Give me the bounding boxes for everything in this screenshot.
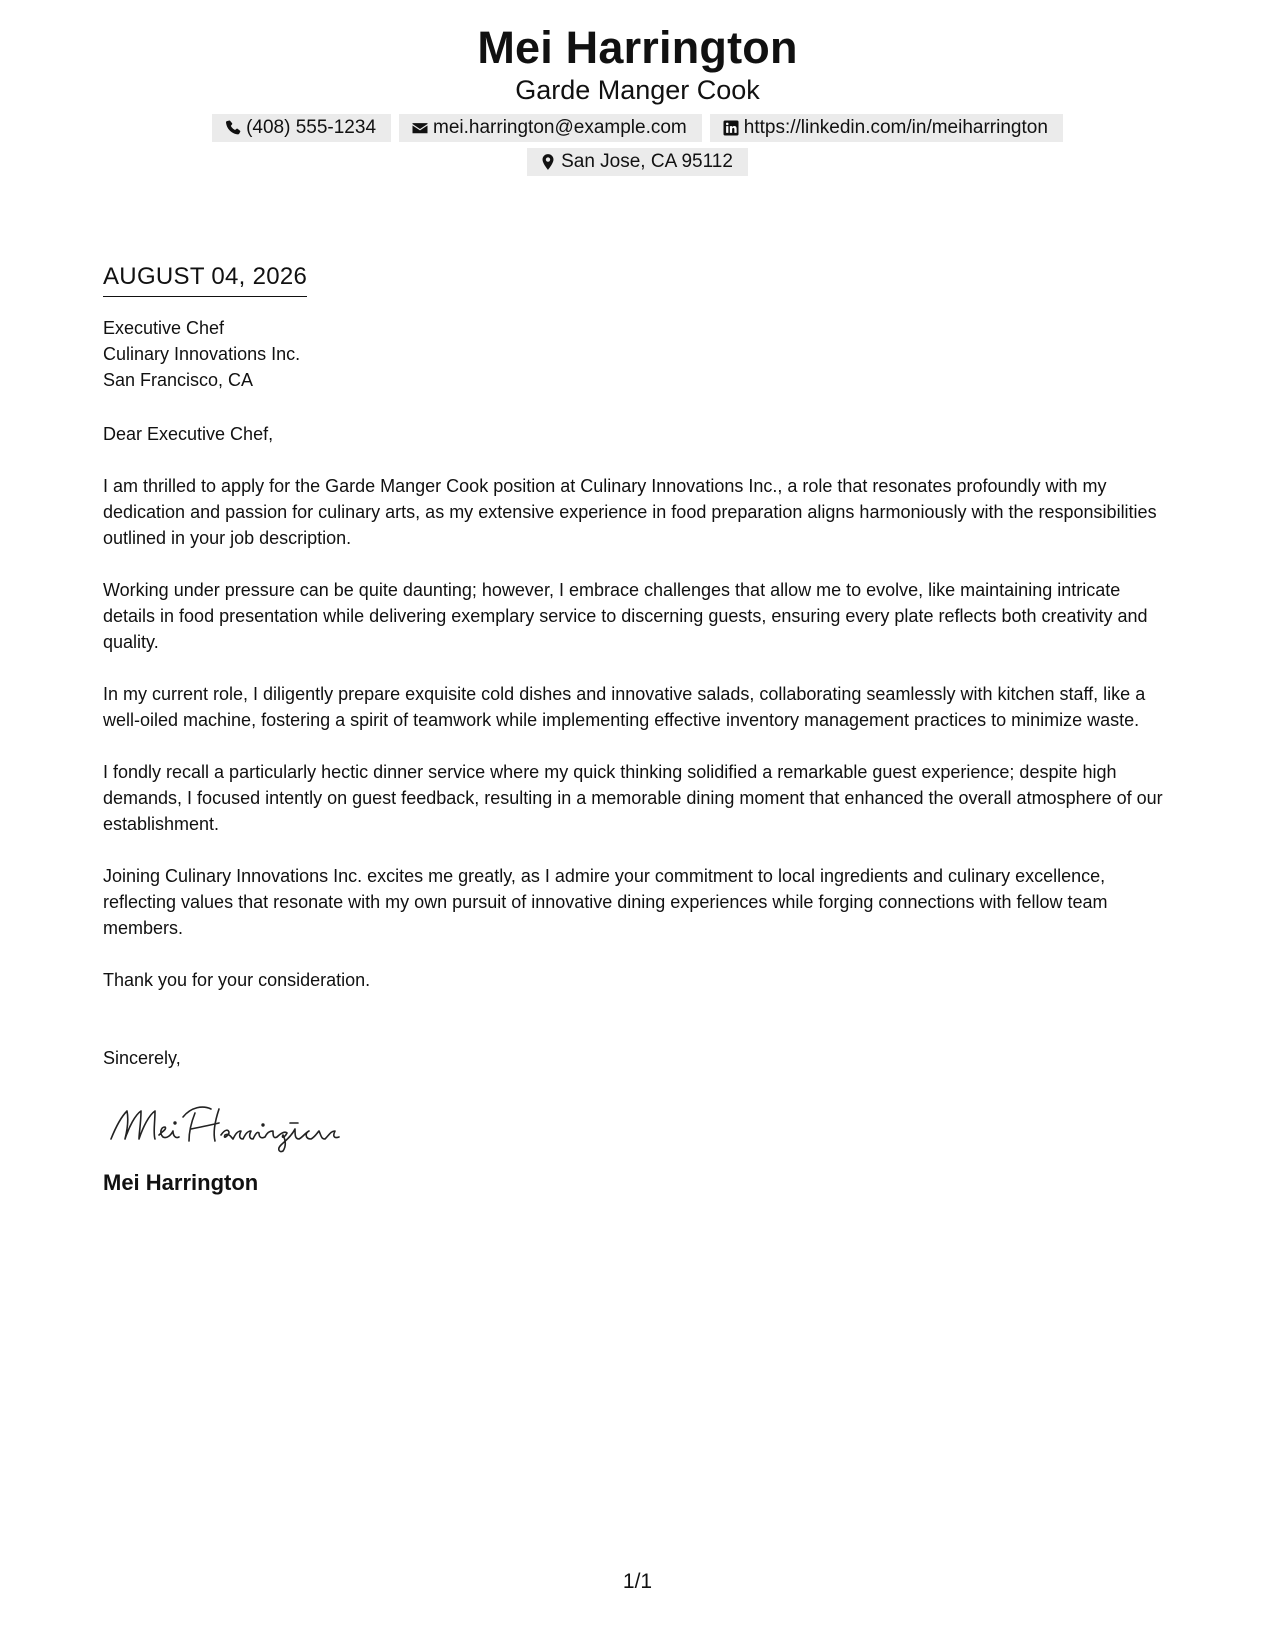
body-paragraph: I am thrilled to apply for the Garde Manger Cook position at Culinary Innovations Inc., a role that resonates profoundly with my dedication and passion for culinary arts, as my extensive experience in food preparation aligns harmoniously with the responsibilities outlined in your job description.	[103, 476, 1157, 548]
envelope-icon	[411, 119, 429, 137]
letter-header	[0, 22, 1275, 176]
applicant-name: Mei Harrington	[477, 22, 798, 73]
contact-email	[399, 114, 702, 142]
phone-icon	[224, 119, 242, 137]
body-paragraph: Joining Culinary Innovations Inc. excites me greatly, as I admire your commitment to local ingredients and culinary excellence, reflecting values that resonate with my own pursuit of innovative dining experiences while forging connections with fellow team members.	[103, 866, 1108, 938]
body-paragraph: Working under pressure can be quite daunting; however, I embrace challenges that allow me to evolve, like maintaining intricate details in food presentation while delivering exemplary service to discerning guests, ensuring every plate reflects both creativity and quality.	[103, 580, 1148, 652]
contact-location	[527, 148, 748, 176]
body-paragraph: I fondly recall a particularly hectic dinner service where my quick thinking solidified a remarkable guest experience; despite high demands, I focused intently on guest feedback, resulting in a memorable dining moment that enhanced the overall atmosphere of our establishment.	[103, 762, 1163, 834]
signer-name: Mei Harrington	[103, 1170, 259, 1195]
contact-row	[0, 148, 1275, 176]
email-address: mei.harrington@example.com	[433, 117, 687, 138]
contact-row	[0, 114, 1275, 142]
handwritten-signature	[107, 1099, 1173, 1155]
map-pin-icon	[539, 153, 557, 171]
salutation: Dear Executive Chef,	[103, 424, 274, 444]
recipient-company: Culinary Innovations Inc.	[103, 344, 301, 364]
recipient-block	[103, 315, 1173, 393]
phone-number: (408) 555-1234	[246, 117, 377, 138]
letter-body	[103, 262, 1173, 1197]
location-text: San Jose, CA 95112	[561, 151, 733, 172]
page-indicator: 1/1	[622, 1570, 653, 1593]
linkedin-url: https://linkedin.com/in/meiharrington	[743, 117, 1048, 138]
job-title: Garde Manger Cook	[515, 75, 760, 105]
signature-image	[107, 1099, 367, 1155]
linkedin-icon	[722, 119, 740, 137]
recipient-title: Executive Chef	[103, 318, 225, 338]
letter-date: AUGUST 04, 2026	[103, 262, 307, 297]
body-paragraph: Thank you for your consideration.	[103, 970, 371, 990]
closing: Sincerely,	[103, 1048, 181, 1068]
contact-phone	[212, 114, 391, 142]
body-paragraph: In my current role, I diligently prepare exquisite cold dishes and innovative salads, collaborating seamlessly with kitchen staff, like a well-oiled machine, fostering a spirit of teamwork while implementing effective inventory management practices to minimize waste.	[103, 684, 1146, 730]
contact-linkedin	[710, 114, 1063, 142]
recipient-location: San Francisco, CA	[103, 370, 254, 390]
